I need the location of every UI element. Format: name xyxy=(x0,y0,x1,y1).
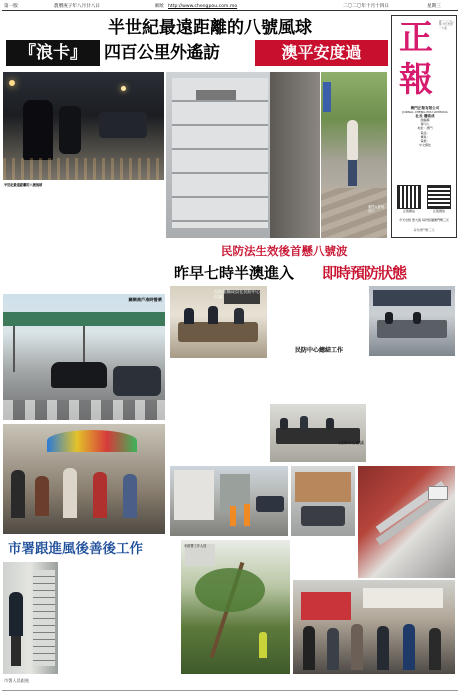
photo-umbrella-stalls xyxy=(3,424,165,534)
headline-highlight: 澳平安度過 xyxy=(255,40,388,66)
photo-control-cabinet-worker xyxy=(3,562,58,674)
caption-bottom: 市署人員跟進 xyxy=(4,678,30,683)
photo-border-gate-bus xyxy=(3,294,165,420)
masthead-publisher: 澳門正報有限公司 xyxy=(410,106,440,110)
page-number: 第一版 xyxy=(4,4,18,9)
url-label: 網址 xyxy=(155,4,165,9)
masthead-chief: 社長 蕭威成 xyxy=(415,114,435,119)
story3-body-2 xyxy=(122,540,178,674)
story2-title: 昨早七時半澳進入 xyxy=(174,264,295,282)
masthead-printer: 督印人 xyxy=(420,122,430,127)
qr-label-website: 正報網站 xyxy=(402,209,415,213)
headline-kicker: 『浪卡』 xyxy=(6,40,100,66)
masthead-email: 電郵： xyxy=(420,138,430,143)
masthead-info-block xyxy=(395,106,455,184)
masthead-web: 中文網址 xyxy=(418,142,431,147)
story2-body-2 xyxy=(170,360,267,466)
lunar-date: 農曆庚子年八月廿八日 xyxy=(54,4,100,9)
side-label-municipal: 市政署工作人員 xyxy=(184,544,207,548)
masthead-info-0: 第一二〇九三號 xyxy=(439,20,455,27)
masthead-name-bottom: 報 xyxy=(399,60,433,100)
side-label-rain: 澳門人冒雨出行 xyxy=(368,205,384,213)
header-bar xyxy=(2,3,458,11)
photo-pedestrian-street xyxy=(321,72,387,238)
photo-fallen-tree xyxy=(181,540,290,674)
story1-lead: 半世紀最遠距離的八號風球 xyxy=(4,183,43,187)
qr-code-wechat[interactable] xyxy=(428,186,450,208)
masthead-price: 每份澳門幣三元 xyxy=(413,228,435,232)
photo-meeting-room xyxy=(270,404,366,462)
story2-body-4 xyxy=(369,358,455,466)
story2-subhead: 民防中心總結工作 xyxy=(294,347,343,354)
masthead-editor: 總編輯 xyxy=(420,118,430,123)
qr-code-website[interactable] xyxy=(398,186,420,208)
photo-shuttered-shops xyxy=(166,72,320,238)
story2-label: 民防法生效後首懸八號波 xyxy=(221,244,348,258)
masthead-name-top: 正 xyxy=(399,18,433,58)
masthead-address: 地址：澳門 xyxy=(417,126,433,131)
photo-bus-terminal xyxy=(291,466,355,536)
story3-title: 市署跟進風後善後工作 xyxy=(8,541,143,557)
story3-body-1 xyxy=(61,562,119,674)
issue-date: 二〇二〇年十月十四日 xyxy=(343,4,389,9)
caption-meeting: 民防架構成員在民防中心討論 xyxy=(214,289,261,299)
masthead xyxy=(391,15,457,238)
masthead-side-strip xyxy=(439,20,455,104)
photo-street-workers xyxy=(170,466,288,536)
site-url[interactable]: http://www.chengpou.com.mo xyxy=(168,4,238,9)
masthead-info-1: 今日出紙一大張 xyxy=(439,23,453,30)
story2-body-5 xyxy=(293,540,355,578)
masthead-publisher-en: JORNAL CHENG POU LIMITADA xyxy=(402,110,448,115)
bottom-rule xyxy=(2,690,458,691)
photo-control-room xyxy=(369,286,455,356)
story2-title-row xyxy=(170,262,455,284)
story2-title-highlight: 即時預防狀態 xyxy=(322,264,407,282)
caption-border-gate: 關閘商戶准時營業 xyxy=(128,297,162,302)
photo-mall-crowd xyxy=(293,580,455,674)
story1-body-right xyxy=(4,245,164,289)
weekday: 星期三 xyxy=(427,4,441,9)
masthead-phone: 電話： xyxy=(420,130,430,135)
masthead-footer: 今天出紙 壹大張 每份售價澳門幣三元 xyxy=(399,218,449,222)
caption-meeting-room: 民防中心會議 xyxy=(338,440,364,445)
masthead-fax: 傳真： xyxy=(420,134,430,139)
headline-overline: 半世紀最遠距離的八號風球 xyxy=(108,18,312,38)
photo-motorcyclists-in-rain xyxy=(3,72,164,180)
headline-main: 四百公里外遙訪 xyxy=(104,43,220,63)
qr-label-wechat: 正報微信 xyxy=(432,209,445,213)
photo-mall-escalator xyxy=(358,466,455,578)
headline-row xyxy=(6,40,388,66)
story2-body-3 xyxy=(270,360,366,404)
